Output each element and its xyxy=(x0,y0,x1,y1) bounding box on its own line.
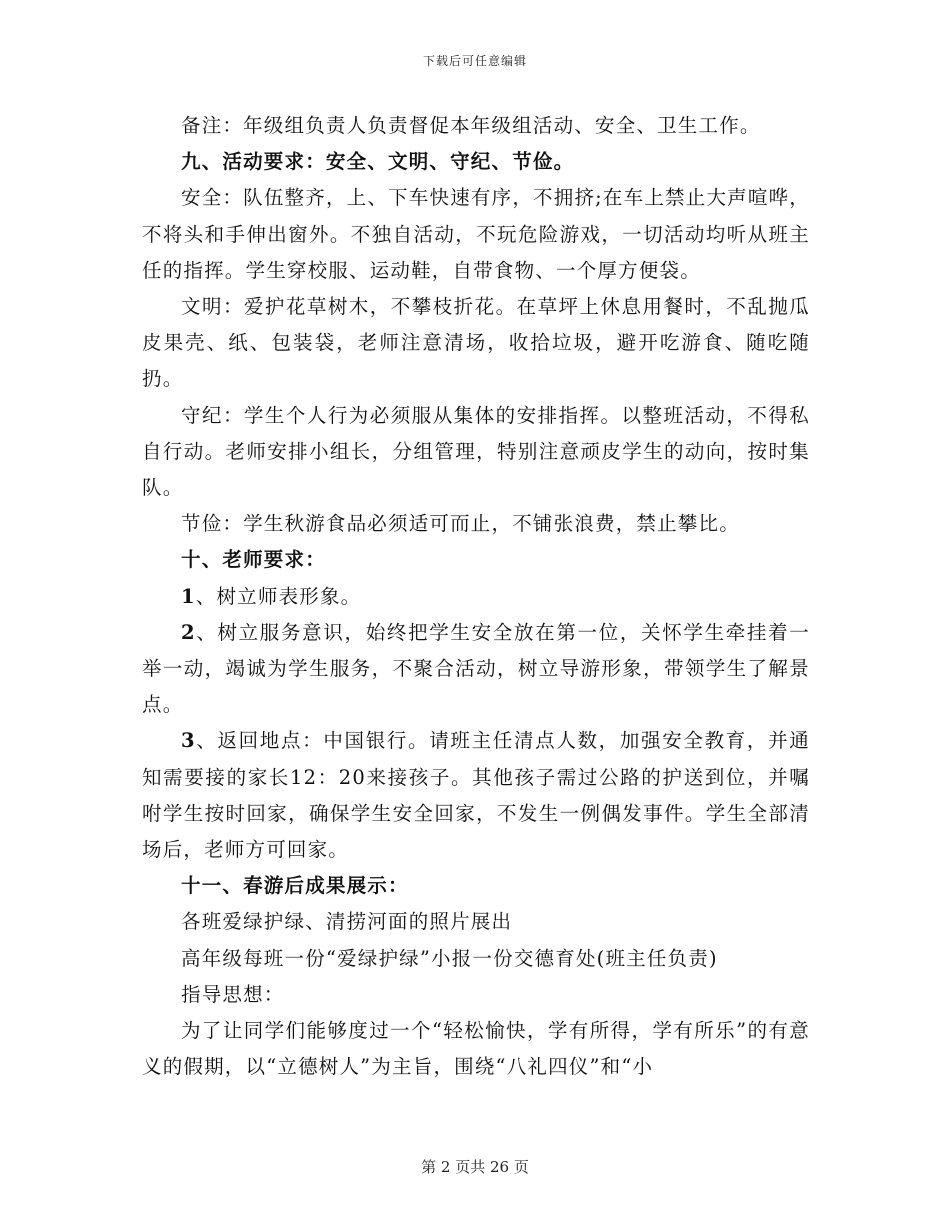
item-number: 2 xyxy=(181,620,196,644)
photo-exhibit-paragraph: 各班爱绿护绿、清捞河面的照片展出 xyxy=(181,910,513,934)
thrift-paragraph: 节俭：学生秋游食品必须适可而止，不铺张浪费，禁止攀比。 xyxy=(181,512,740,536)
civility-paragraph: 文明：爱护花草树木，不攀枝折花。在草坪上休息用餐时，不乱抛瓜皮果壳、纸、包装袋，老师注意清场，收拾垃圾，避开吃游食、随吃随扔。 xyxy=(142,295,810,391)
item-text: 、树立服务意识，始终把学生安全放在第一位，关怀学生牵挂着一举一动，竭诚为学生服务，不聚合活动，树立导游形象，带领学生了解景点。 xyxy=(142,620,810,717)
item-number: 3 xyxy=(181,729,196,753)
section-heading-11: 十一、春游后成果展示： xyxy=(181,874,409,898)
guiding-idea-paragraph: 为了让同学们能够度过一个“轻松愉快，学有所得，学有所乐”的有意义的假期，以“立德树人”为主旨，围绕“八礼四仪”和“小 xyxy=(142,1019,810,1079)
document-body xyxy=(142,108,810,1085)
section-heading-9: 九、活动要求：安全、文明、守纪、节俭。 xyxy=(181,150,575,174)
item-text: 、返回地点：中国银行。请班主任清点人数，加强安全教育，并通知需要接的家长12：20来接孩子。其他孩子需过公路的护送到位，并嘱咐学生按时回家，确保学生安全回家，不发生一例偶发事件。学生全部清场后，老师方可回家。 xyxy=(142,729,810,862)
newsletter-paragraph: 高年级每班一份“爱绿护绿”小报一份交德育处(班主任负责) xyxy=(181,946,718,970)
teacher-requirement-3 xyxy=(142,723,810,868)
section-heading-10: 十、老师要求： xyxy=(181,548,326,572)
item-number: 1 xyxy=(181,584,196,608)
page-number: 第 2 页共 26 页 xyxy=(421,1158,529,1176)
item-text: 、树立师表形象。 xyxy=(195,584,362,608)
safety-paragraph: 安全：队伍整齐，上、下车快速有序，不拥挤;在车上禁止大声喧哗，不将头和手伸出窗外。不独自活动，不玩危险游戏，一切活动均听从班主任的指挥。学生穿校服、运动鞋，自带食物、一个厚方便袋。 xyxy=(142,186,810,282)
page-header: 下载后可任意编辑 xyxy=(422,54,527,68)
teacher-requirement-1 xyxy=(142,579,810,615)
guiding-idea-label: 指导思想： xyxy=(181,982,285,1006)
discipline-paragraph: 守纪：学生个人行为必须服从集体的安排指挥。以整班活动，不得私自行动。老师安排小组长，分组管理，特别注意顽皮学生的动向，按时集队。 xyxy=(142,403,810,500)
teacher-requirement-2 xyxy=(142,615,810,724)
note-paragraph: 备注：年级组负责人负责督促本年级组活动、安全、卫生工作。 xyxy=(181,114,761,137)
